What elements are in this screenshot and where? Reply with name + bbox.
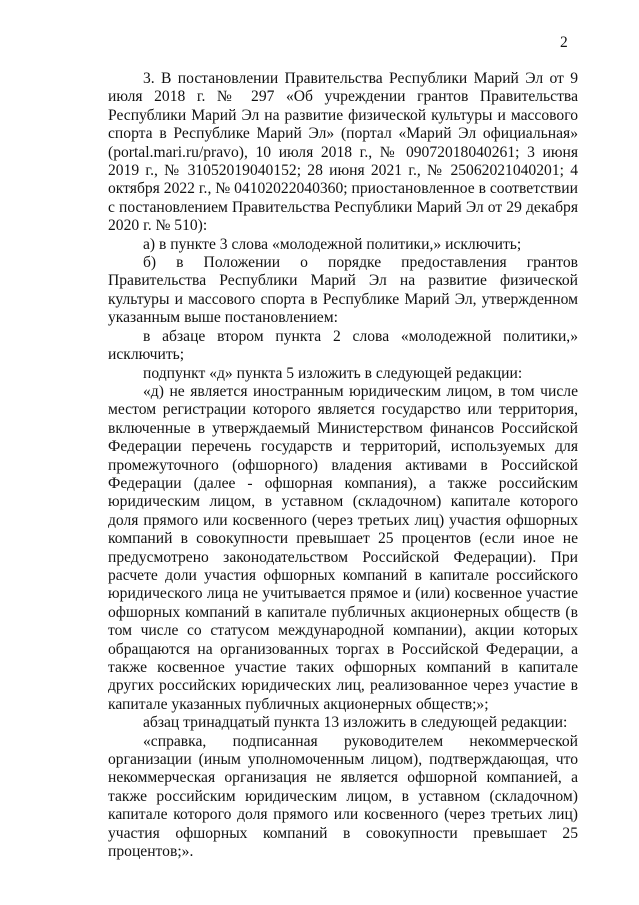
paragraph-item-b: б) в Положении о порядке предоставления грантов Правительства Республики Марий Эл на развитие физической культуры и массового спорта в Республике Марий Эл, утвержденном указанным выше постановлением:	[108, 254, 578, 327]
paragraph-clause-13-text: «справка, подписанная руководителем некоммерческой организации (иным уполномоченным лицом), подтверждающая, что некоммерческая организация не является офшорной компанией, а также российским юридическим лицом, в уставном (складочном) капитале которого доля прямого или косвенного (через третьих лиц) участия офшорных компаний в совокупности превышает 25 процентов;».	[108, 732, 578, 861]
paragraph-clause-2: в абзаце втором пункта 2 слова «молодежной политики,» исключить;	[108, 327, 578, 364]
paragraph-subitem-d-text: «д) не является иностранным юридическим лицом, в том числе местом регистрации которого является государство или территория, включенные в утверждаемый Министерством финансов Российской Федерации перечень государств и территорий, используемых для промежуточного (офшорного) владения активами в Российской Федерации (далее - офшорная компания), а также российским юридическим лицом, в уставном (складочном) капитале которого доля прямого или косвенного (через третьих лиц) участия офшорных компаний в совокупности превышает 25 процентов (если иное не предусмотрено законодательством Российской Федерации). При расчете доли участия офшорных компаний в капитале российского юридического лица не учитывается прямое и (или) косвенное участие офшорных компаний в капитале публичных акционерных обществ (в том числе со статусом международной компании), акции которых обращаются на организованных торгах в Российской Федерации, а также косвенное участие таких офшорных компаний в капитале других российских юридических лиц, реализованное через участие в капитале указанных публичных акционерных обществ;»;	[108, 382, 578, 713]
paragraph-subitem-d-heading: подпункт «д» пункта 5 изложить в следующей редакции:	[143, 364, 523, 382]
paragraph-resolution-intro: 3. В постановлении Правительства Республики Марий Эл от 9 июля 2018 г. № 297 «Об учреждении грантов Правительства Республики Марий Эл на развитие физической культуры и массового спорта в Республике Марий Эл» (портал «Марий Эл официальная» (portal.mari.ru/pravo), 10 июля 2018 г., № 09072018040261; 3 июня 2019 г., № 31052019040152; 28 июня 2021 г., № 25062021040201; 4 октября 2022 г., № 04102022040360; приостановленное в соответствии с постановлением Правительства Республики Марий Эл от 29 декабря 2020 г. № 510):	[108, 70, 578, 235]
paragraph-item-a: а) в пункте 3 слова «молодежной политики,» исключить;	[143, 235, 522, 253]
page-number: 2	[560, 34, 568, 51]
paragraph-clause-13-heading: абзац тринадцатый пункта 13 изложить в следующей редакции:	[143, 714, 568, 732]
document-body	[108, 70, 578, 861]
